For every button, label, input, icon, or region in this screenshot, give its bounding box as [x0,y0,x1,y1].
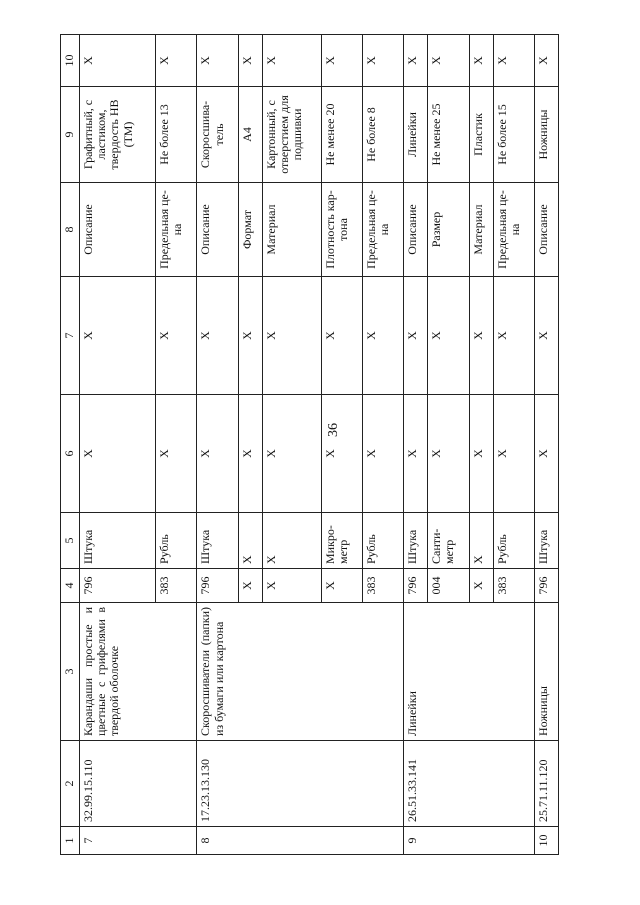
col6-cell: X [534,395,558,513]
col7-cell: X [156,277,197,395]
col7-cell: X [197,277,238,395]
okpd-code-cell: 26.51.33.141 [404,741,535,827]
value-cell: Скоросшива-тель [197,87,238,183]
table-row [80,35,156,855]
col6-cell: X [321,395,362,513]
attribute-cell: Описание [80,183,156,277]
column-header: 9 [61,87,80,183]
col6-cell: X [469,395,493,513]
value-cell: Не более 13 [156,87,197,183]
col10-cell: X [362,35,403,87]
column-header: 5 [61,513,80,569]
specification-table [60,34,559,855]
okei-code-cell: X [262,569,321,603]
value-cell: А4 [238,87,262,183]
col10-cell: X [469,35,493,87]
attribute-cell: Описание [534,183,558,277]
value-cell: Пластик [469,87,493,183]
okei-code-cell: 796 [80,569,156,603]
col7-cell: X [469,277,493,395]
unit-cell: Рубль [493,513,534,569]
row-number-cell: 10 [534,827,558,855]
attribute-cell: Материал [262,183,321,277]
col7-cell: X [362,277,403,395]
okei-code-cell: 383 [362,569,403,603]
value-cell: Ножницы [534,87,558,183]
okei-code-cell: 796 [197,569,238,603]
row-number-cell: 8 [197,827,404,855]
column-header: 4 [61,569,80,603]
col7-cell: X [534,277,558,395]
col7-cell: X [493,277,534,395]
header-row [61,35,80,855]
col10-cell: X [156,35,197,87]
column-header: 3 [61,603,80,741]
value-cell: Не менее 20 [321,87,362,183]
okpd-code-cell: 25.71.11.120 [534,741,558,827]
value-cell: Графитный, с ластиком, твердость НВ (ТМ) [80,87,156,183]
attribute-cell: Плотность кар-тона [321,183,362,277]
col6-cell: X [493,395,534,513]
unit-cell: X [238,513,262,569]
col10-cell: X [262,35,321,87]
col6-cell: X [156,395,197,513]
attribute-cell: Материал [469,183,493,277]
col10-cell: X [428,35,469,87]
col7-cell: X [321,277,362,395]
col10-cell: X [534,35,558,87]
okpd-code-cell: 17.23.13.130 [197,741,404,827]
okei-code-cell: 004 [428,569,469,603]
attribute-cell: Предельная це-на [493,183,534,277]
unit-cell: Штука [404,513,428,569]
okpd-code-cell: 32.99.15.110 [80,741,197,827]
col6-cell: X [362,395,403,513]
column-header: 7 [61,277,80,395]
col6-cell: X [80,395,156,513]
okei-code-cell: 383 [156,569,197,603]
column-header: 2 [61,741,80,827]
okei-code-cell: X [469,569,493,603]
col10-cell: X [238,35,262,87]
value-cell: Не более 15 [493,87,534,183]
column-header: 10 [61,35,80,87]
rotated-table-wrapper [60,35,559,855]
okei-code-cell: X [321,569,362,603]
column-header: 8 [61,183,80,277]
item-name-cell: Линейки [404,603,535,741]
table-row [197,35,238,855]
unit-cell: Штука [80,513,156,569]
column-header: 1 [61,827,80,855]
attribute-cell: Описание [404,183,428,277]
unit-cell: X [469,513,493,569]
col10-cell: X [80,35,156,87]
col10-cell: X [197,35,238,87]
unit-cell: Микро-метр [321,513,362,569]
row-number-cell: 7 [80,827,197,855]
page-number: 36 [326,423,341,437]
row-number-cell: 9 [404,827,535,855]
col6-cell: X [197,395,238,513]
unit-cell: Санти-метр [428,513,469,569]
col10-cell: X [321,35,362,87]
table-row [534,35,558,855]
okei-code-cell: 796 [534,569,558,603]
unit-cell: Штука [197,513,238,569]
okei-code-cell: X [238,569,262,603]
item-name-cell: Скоросшиватели (папки) из бумаги или картона [197,603,404,741]
value-cell: Картонный, с отверстием для подшивки [262,87,321,183]
value-cell: Не менее 25 [428,87,469,183]
attribute-cell: Описание [197,183,238,277]
unit-cell: Рубль [362,513,403,569]
okei-code-cell: 383 [493,569,534,603]
column-header: 6 [61,395,80,513]
unit-cell: X [262,513,321,569]
okei-code-cell: 796 [404,569,428,603]
col7-cell: X [404,277,428,395]
col10-cell: X [493,35,534,87]
col6-cell: X [404,395,428,513]
attribute-cell: Предельная це-на [156,183,197,277]
col7-cell: X [80,277,156,395]
col6-cell: X [428,395,469,513]
attribute-cell: Предельная це-на [362,183,403,277]
col6-cell: X [238,395,262,513]
value-cell: Линейки [404,87,428,183]
col10-cell: X [404,35,428,87]
col7-cell: X [238,277,262,395]
attribute-cell: Формат [238,183,262,277]
item-name-cell: Карандаши простые и цветные с грифелями в твердой оболочке [80,603,197,741]
table-row [404,35,428,855]
attribute-cell: Размер [428,183,469,277]
col7-cell: X [428,277,469,395]
value-cell: Не более 8 [362,87,403,183]
unit-cell: Штука [534,513,558,569]
item-name-cell: Ножницы [534,603,558,741]
unit-cell: Рубль [156,513,197,569]
col6-cell: X [262,395,321,513]
col7-cell: X [262,277,321,395]
